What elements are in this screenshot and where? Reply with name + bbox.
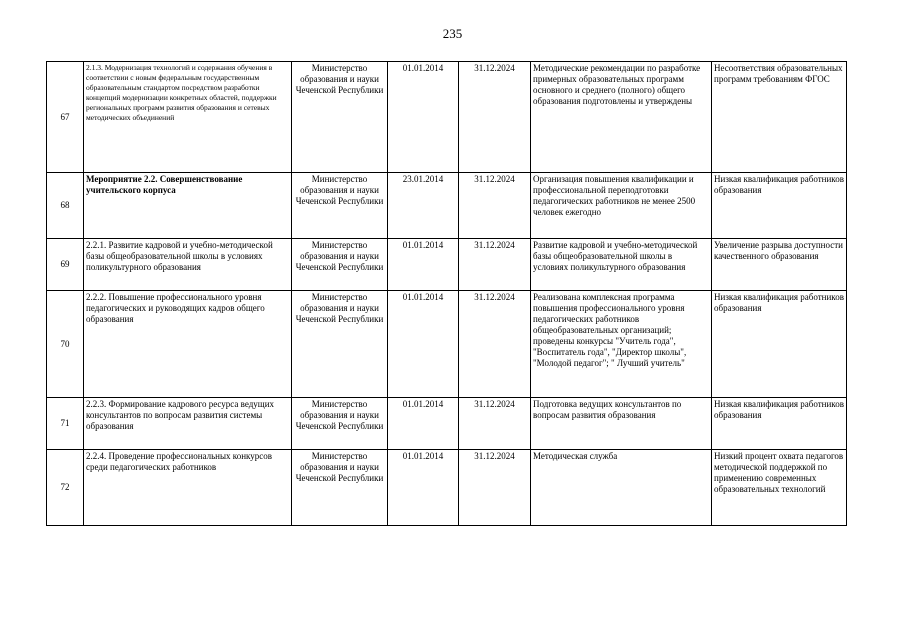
table-row (47, 450, 847, 526)
expected-result: Подготовка ведущих консультантов по вопросам развития образования (531, 398, 712, 450)
executor: Министерство образования и науки Чеченской Республики (292, 173, 388, 239)
row-number: 70 (47, 291, 84, 398)
row-number: 72 (47, 450, 84, 526)
risk: Низкая квалификация работников образования (712, 291, 847, 398)
end-date: 31.12.2024 (459, 62, 531, 173)
executor: Министерство образования и науки Чеченской Республики (292, 62, 388, 173)
executor: Министерство образования и науки Чеченской Республики (292, 291, 388, 398)
executor: Министерство образования и науки Чеченской Республики (292, 239, 388, 291)
expected-result: Методическая служба (531, 450, 712, 526)
table-row (47, 62, 847, 173)
activity-name: 2.2.2. Повышение профессионального уровня педагогических и руководящих кадров общего образования (84, 291, 292, 398)
activity-name: 2.2.4. Проведение профессиональных конкурсов среди педагогических работников (84, 450, 292, 526)
start-date: 23.01.2014 (388, 173, 459, 239)
table-row (47, 398, 847, 450)
activities-table (46, 61, 847, 526)
table-row (47, 173, 847, 239)
activity-name: 2.1.3. Модернизация технологий и содержания обучения в соответствии с новым федеральным государственным образовательным стандартом посредством разработки концепций модернизации конкретных областей, поддержки региональных программ развития образования и сетевых методических объединений (84, 62, 292, 173)
start-date: 01.01.2014 (388, 62, 459, 173)
executor: Министерство образования и науки Чеченской Республики (292, 450, 388, 526)
risk: Низкая квалификация работников образования (712, 398, 847, 450)
risk: Несоответствия образовательных программ требованиям ФГОС (712, 62, 847, 173)
activity-name: 2.2.3. Формирование кадрового ресурса ведущих консультантов по вопросам развития системы образования (84, 398, 292, 450)
start-date: 01.01.2014 (388, 291, 459, 398)
end-date: 31.12.2024 (459, 291, 531, 398)
page-number: 235 (442, 26, 463, 41)
start-date: 01.01.2014 (388, 239, 459, 291)
activity-name: 2.2.1. Развитие кадровой и учебно-методической базы общеобразовательной школы в условиях поликультурного образования (84, 239, 292, 291)
expected-result: Методические рекомендации по разработке примерных образовательных программ основного и среднего (полного) общего образования подготовлены и утверждены (531, 62, 712, 173)
risk: Низкий процент охвата педагогов методической поддержкой по применению современных образовательных технологий (712, 450, 847, 526)
row-number: 71 (47, 398, 84, 450)
expected-result: Реализована комплексная программа повышения профессионального уровня педагогических работников общеобразовательных организаций; проведены конкурсы "Учитель года", "Воспитатель года", "Директор школы", "Молодой педагог"; " Лучший учитель" (531, 291, 712, 398)
table-row (47, 291, 847, 398)
end-date: 31.12.2024 (459, 239, 531, 291)
activity-name: Мероприятие 2.2. Совершенствование учительского корпуса (84, 173, 292, 239)
risk: Низкая квалификация работников образования (712, 173, 847, 239)
table-row (47, 239, 847, 291)
row-number: 69 (47, 239, 84, 291)
expected-result: Организация повышения квалификации и профессиональной переподготовки педагогических работников не менее 2500 человек ежегодно (531, 173, 712, 239)
end-date: 31.12.2024 (459, 450, 531, 526)
end-date: 31.12.2024 (459, 398, 531, 450)
executor: Министерство образования и науки Чеченской Республики (292, 398, 388, 450)
start-date: 01.01.2014 (388, 450, 459, 526)
expected-result: Развитие кадровой и учебно-методической базы общеобразовательной школы в условиях поликультурного образования (531, 239, 712, 291)
risk: Увеличение разрыва доступности качественного образования (712, 239, 847, 291)
row-number: 68 (47, 173, 84, 239)
row-number: 67 (47, 62, 84, 173)
end-date: 31.12.2024 (459, 173, 531, 239)
start-date: 01.01.2014 (388, 398, 459, 450)
